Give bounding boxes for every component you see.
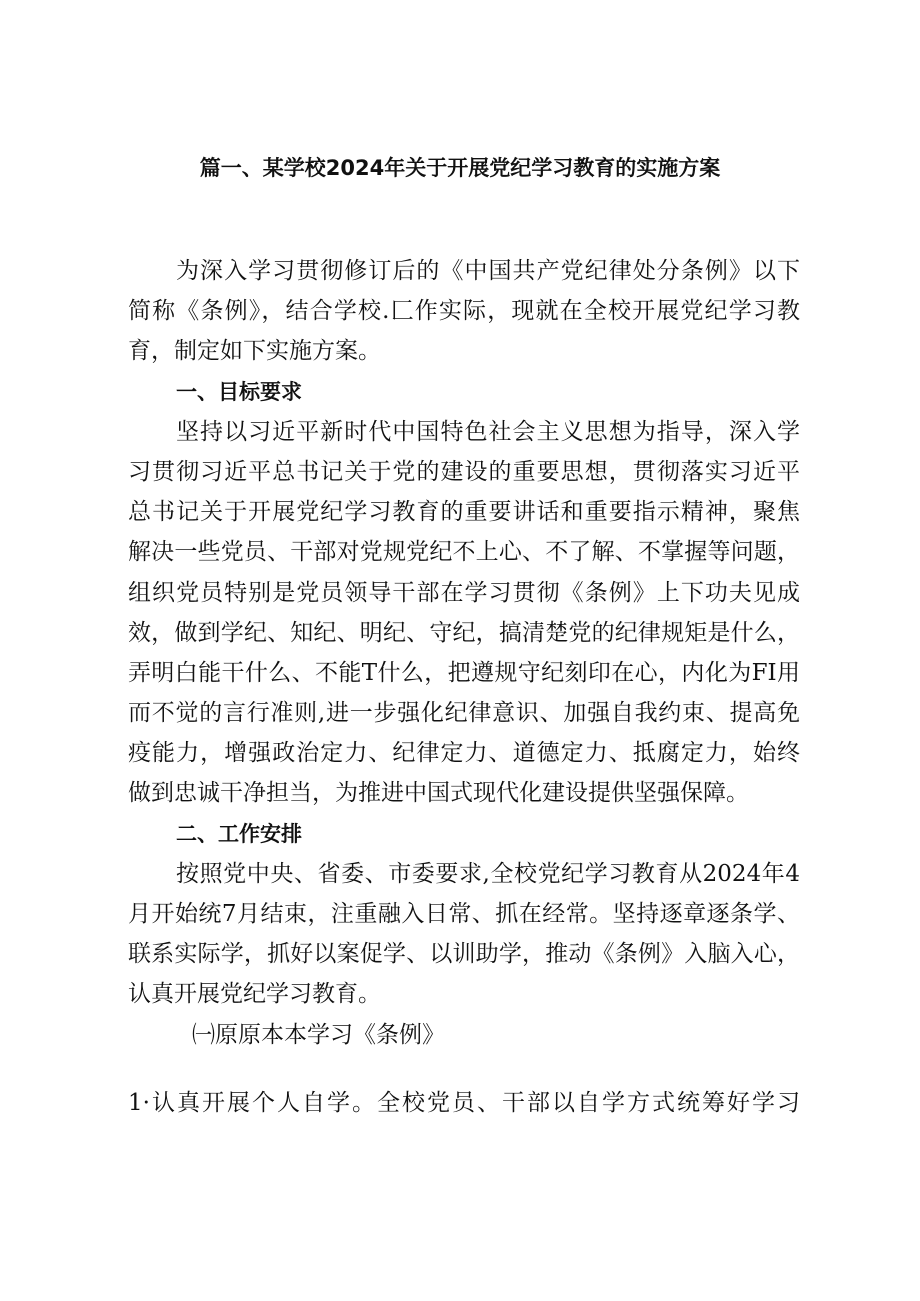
goals-line: 总书记关于开展党纪学习教育的重要讲话和重要指示精神，聚焦 <box>128 499 800 526</box>
goals-line: 组织党员特别是党员领导干部在学习贯彻《条例》上下功夫见成 <box>128 579 800 606</box>
paragraph-gap <box>128 1055 800 1083</box>
goals-line: 而不觉的言行准则,进一步强化纪律意识、加强自我约束、提高免 <box>128 700 800 727</box>
goals-line: 疫能力，增强政治定力、纪律定力、道德定力、抵腐定力，始终 <box>128 740 800 767</box>
goals-line: 做到忠诚干净担当，为推进中国式现代化建设提供坚强保障。 <box>128 780 749 807</box>
goals-line: 效，做到学纪、知纪、明纪、守纪，搞清楚党的纪律规矩是什么， <box>128 619 800 646</box>
arrangement-line: 认真开展党纪学习教育。 <box>128 981 381 1008</box>
section-heading-arrangement: 二、工作安排 <box>176 821 302 846</box>
item-line: 1·认真开展个人自学。全校党员、干部以自学方式统筹好学习 <box>128 1089 800 1116</box>
subsection-heading: ㈠原原本本学习《条例》 <box>192 1021 445 1048</box>
intro-line: 简称《条例》，结合学校.匚作实际，现就在全校开展党纪学习教 <box>128 298 800 325</box>
arrangement-line: 按照党中央、省委、市委要求,全校党纪学习教育从2024年4 <box>176 860 800 887</box>
arrangement-line: 联系实际学，抓好以案促学、以训助学，推动《条例》入脑入心， <box>128 941 800 968</box>
goals-line: 弄明白能干什么、不能T什么，把遵规守纪刻印在心，内化为FI用 <box>128 659 800 686</box>
document-body <box>128 251 800 1123</box>
goals-line: 习贯彻习近平总书记关于党的建设的重要思想，贯彻落实习近平 <box>128 458 800 485</box>
goals-line: 解决一些党员、干部对党规党纪不上心、不了解、不掌握等问题， <box>128 539 800 566</box>
intro-line: 为深入学习贯彻修订后的《中国共产党纪律处分条例》以下 <box>176 258 800 284</box>
intro-line: 育，制定如下实施方案。 <box>128 338 381 365</box>
section-heading-goals: 一、目标要求 <box>176 379 302 404</box>
goals-line: 坚持以习近平新时代中国特色社会主义思想为指导，深入学 <box>176 418 800 445</box>
arrangement-line: 月开始统7月结束，注重融入日常、抓在经常。坚持逐章逐条学、 <box>128 901 800 927</box>
document-title: 篇一、某学校2024年关于开展党纪学习教育的实施方案 <box>199 156 721 180</box>
